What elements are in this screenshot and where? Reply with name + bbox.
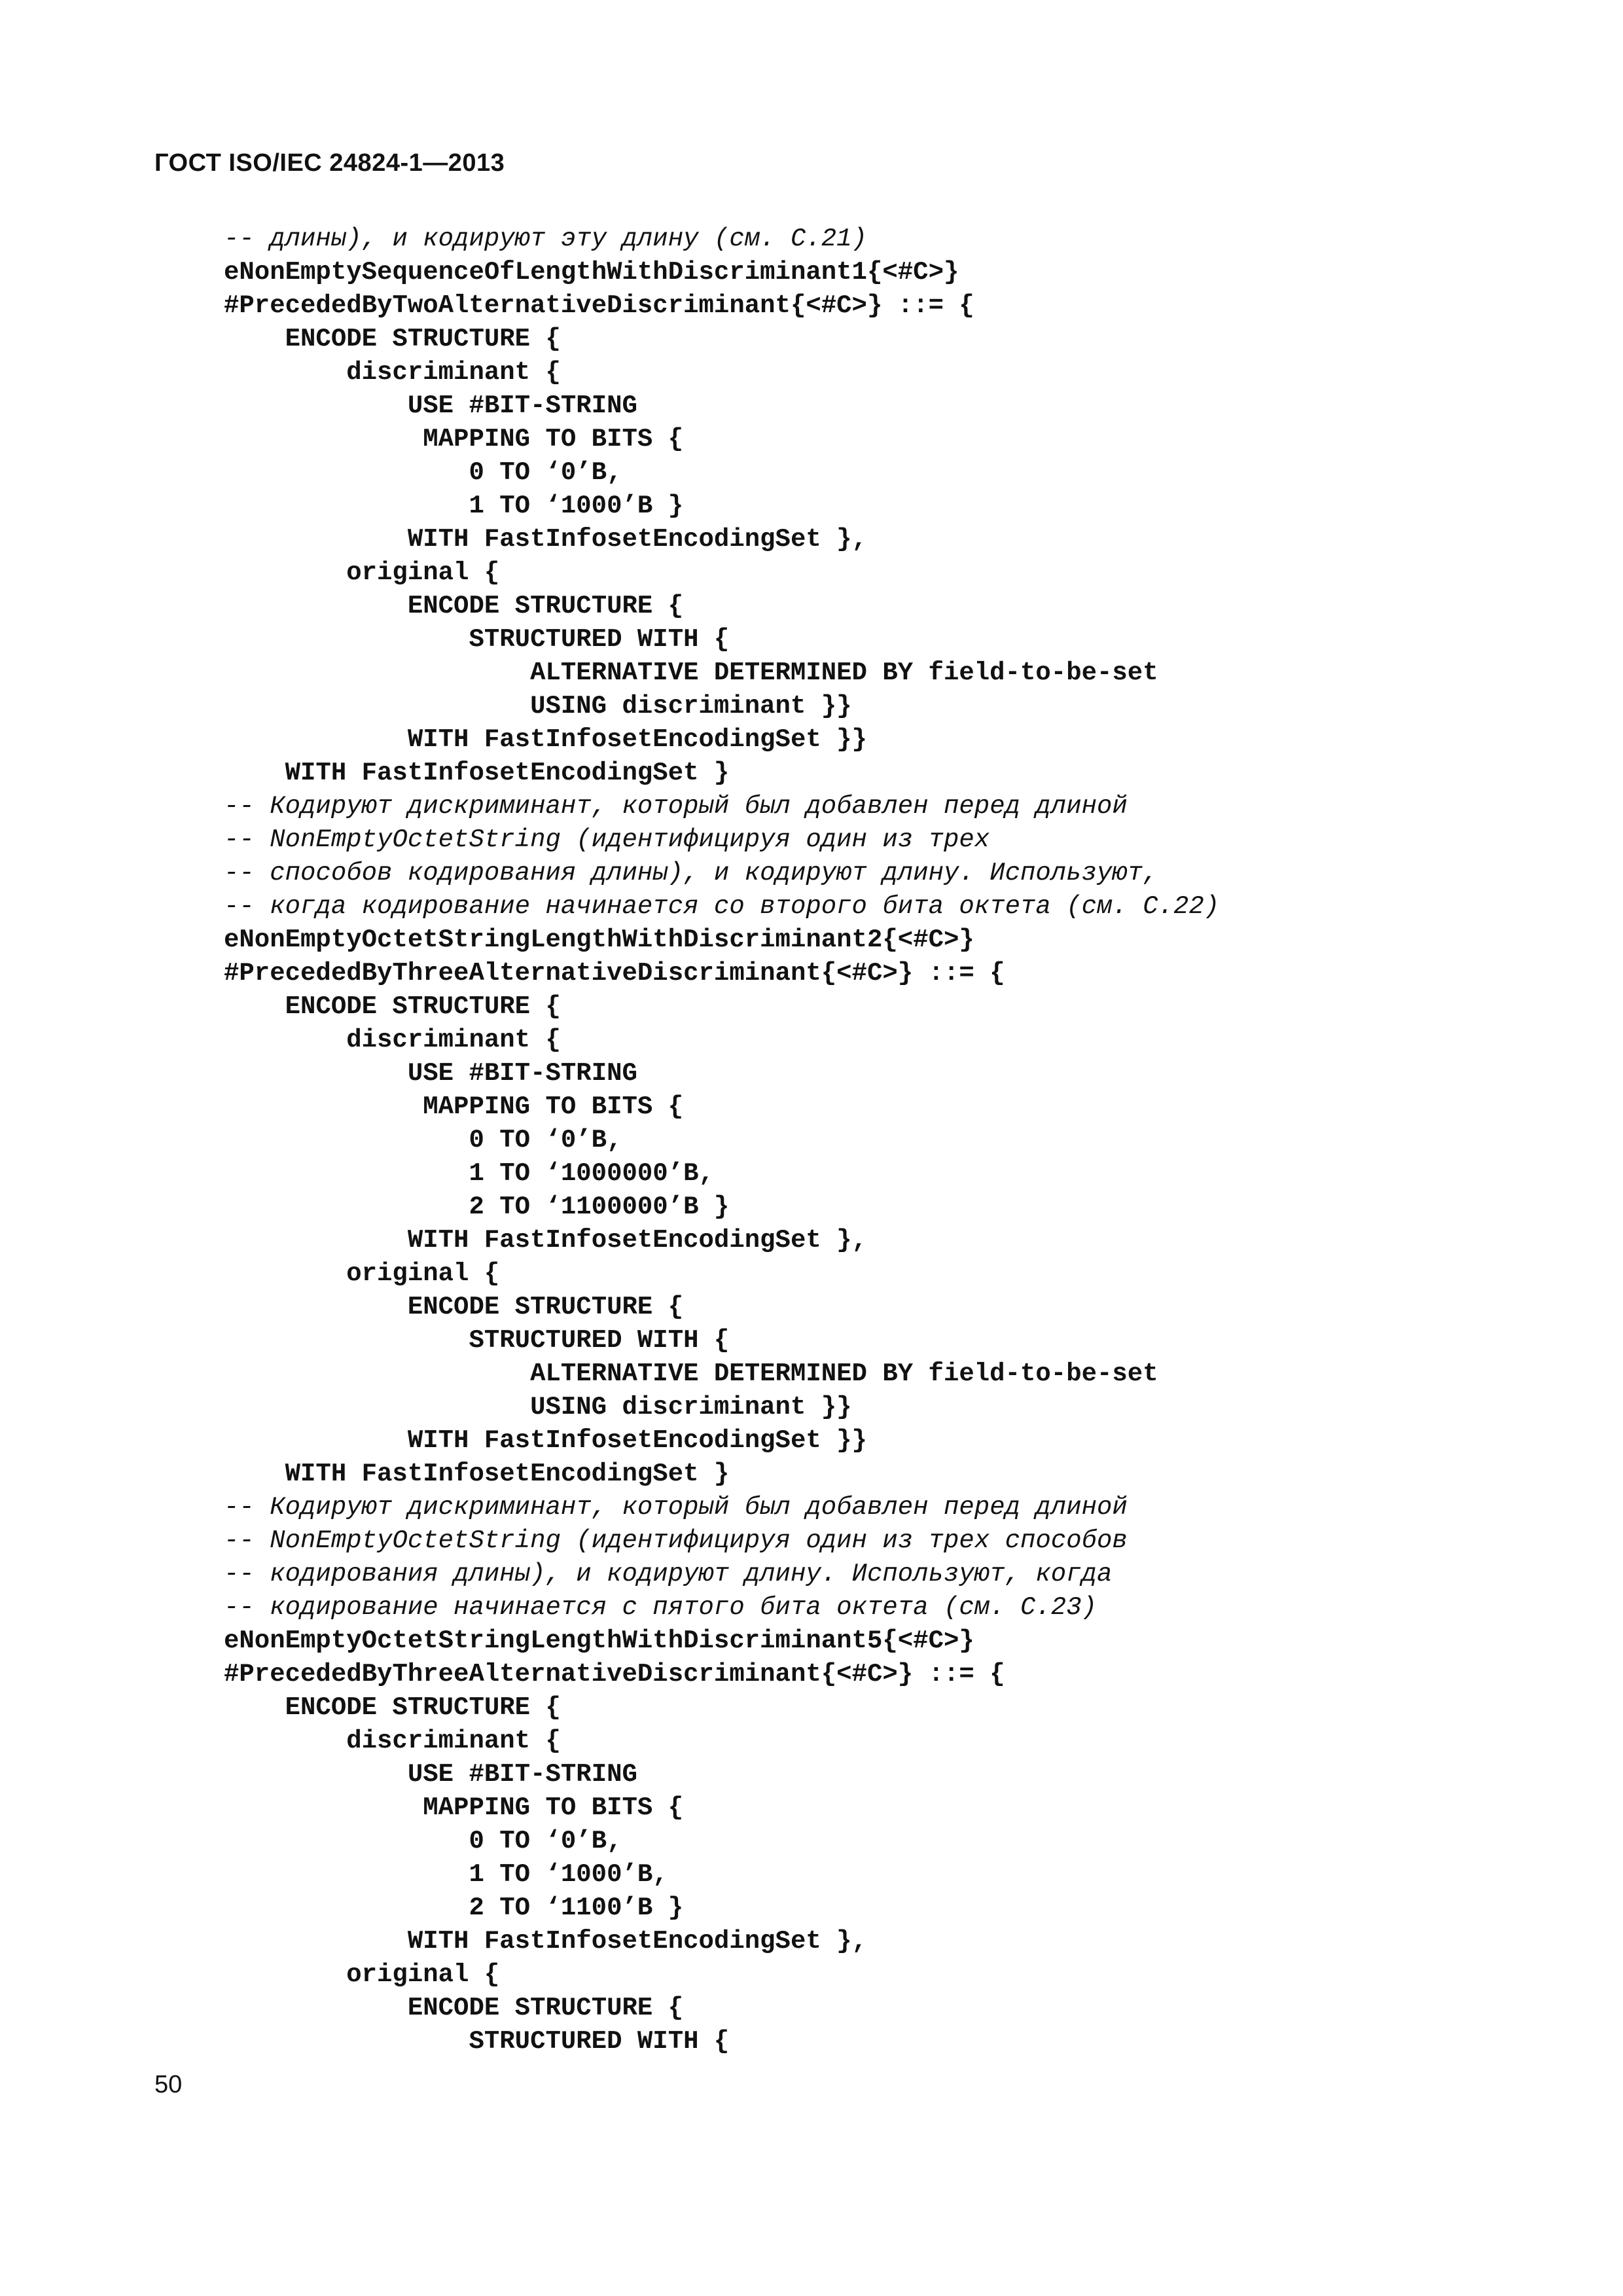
code-line: 2 TO ‘1100’B }	[469, 1893, 684, 1922]
code-line: MAPPING TO BITS {	[423, 1092, 684, 1121]
code-line: USE #BIT-STRING	[407, 391, 637, 420]
code-line: STRUCTURED WITH {	[469, 625, 730, 654]
code-line: #PrecededByThreeAlternativeDiscriminant{<#C>} ::= {	[224, 1660, 1005, 1689]
comment-line: -- способов кодирования длины), и кодируют длину. Используют,	[224, 859, 1158, 888]
code-line: ENCODE STRUCTURE {	[407, 592, 684, 620]
code-line: eNonEmptyOctetStringLengthWithDiscriminant5{<#C>}	[224, 1626, 974, 1655]
page-header: ГОСТ ISO/IEC 24824-1—2013	[154, 149, 505, 177]
comment-line: -- когда кодирование начинается со второго бита октета (см. С.22)	[224, 892, 1220, 921]
code-line: 1 TO ‘1000000’B,	[469, 1159, 714, 1188]
code-line: ENCODE STRUCTURE {	[407, 1293, 684, 1321]
code-line: original {	[346, 1259, 500, 1288]
code-line: eNonEmptySequenceOfLengthWithDiscriminant1{<#C>}	[224, 258, 959, 287]
code-line: WITH FastInfosetEncodingSet },	[407, 1226, 867, 1255]
code-line: original {	[346, 1960, 500, 1989]
page-number: 50	[154, 2071, 183, 2098]
code-line: ENCODE STRUCTURE {	[285, 1693, 561, 1722]
code-line: WITH FastInfosetEncodingSet },	[407, 525, 867, 554]
code-line: STRUCTURED WITH {	[469, 1326, 730, 1355]
code-line: ALTERNATIVE DETERMINED BY field-to-be-set	[530, 658, 1158, 687]
code-line: discriminant {	[346, 1026, 561, 1054]
code-line: discriminant {	[346, 1727, 561, 1755]
code-line: USE #BIT-STRING	[407, 1059, 637, 1088]
code-line: USING discriminant }}	[530, 1393, 852, 1422]
code-line: 1 TO ‘1000’B }	[469, 492, 684, 520]
code-line: STRUCTURED WITH {	[469, 2027, 730, 2056]
code-line: eNonEmptyOctetStringLengthWithDiscriminant2{<#C>}	[224, 925, 974, 954]
code-line: USE #BIT-STRING	[407, 1760, 637, 1789]
code-line: #PrecededByThreeAlternativeDiscriminant{<#C>} ::= {	[224, 959, 1005, 988]
code-line: 0 TO ‘0’B,	[469, 458, 622, 487]
code-line: original {	[346, 558, 500, 587]
code-block	[224, 223, 1219, 2058]
code-line: WITH FastInfosetEncodingSet }}	[407, 725, 867, 754]
code-line: 0 TO ‘0’B,	[469, 1827, 622, 1856]
code-line: WITH FastInfosetEncodingSet },	[407, 1927, 867, 1956]
comment-line: -- длины), и кодируют эту длину (см. С.21)	[224, 224, 867, 253]
code-line: USING discriminant }}	[530, 692, 852, 721]
code-line: WITH FastInfosetEncodingSet }}	[407, 1426, 867, 1455]
comment-line: -- кодирования длины), и кодируют длину. Используют, когда	[224, 1560, 1113, 1588]
code-line: ENCODE STRUCTURE {	[285, 992, 561, 1021]
code-line: MAPPING TO BITS {	[423, 1793, 684, 1822]
code-line: ENCODE STRUCTURE {	[407, 1994, 684, 2022]
code-line: discriminant {	[346, 358, 561, 387]
code-line: 1 TO ‘1000’B,	[469, 1860, 668, 1889]
code-line: MAPPING TO BITS {	[423, 425, 684, 454]
comment-line: -- Кодируют дискриминант, который был добавлен перед длиной	[224, 792, 1128, 821]
comment-line: -- NonEmptyOctetString (идентифицируя один из трех способов	[224, 1526, 1128, 1555]
comment-line: -- Кодируют дискриминант, который был добавлен перед длиной	[224, 1493, 1128, 1522]
code-line: ALTERNATIVE DETERMINED BY field-to-be-set	[530, 1359, 1158, 1388]
code-line: #PrecededByTwoAlternativeDiscriminant{<#C>} ::= {	[224, 291, 974, 320]
code-line: 2 TO ‘1100000’B }	[469, 1193, 730, 1221]
comment-line: -- кодирование начинается с пятого бита октета (см. С.23)	[224, 1593, 1097, 1622]
code-line: WITH FastInfosetEncodingSet }	[285, 759, 730, 787]
code-line: WITH FastInfosetEncodingSet }	[285, 1460, 730, 1488]
code-line: 0 TO ‘0’B,	[469, 1126, 622, 1155]
code-line: ENCODE STRUCTURE {	[285, 325, 561, 353]
comment-line: -- NonEmptyOctetString (идентифицируя один из трех	[224, 825, 990, 854]
